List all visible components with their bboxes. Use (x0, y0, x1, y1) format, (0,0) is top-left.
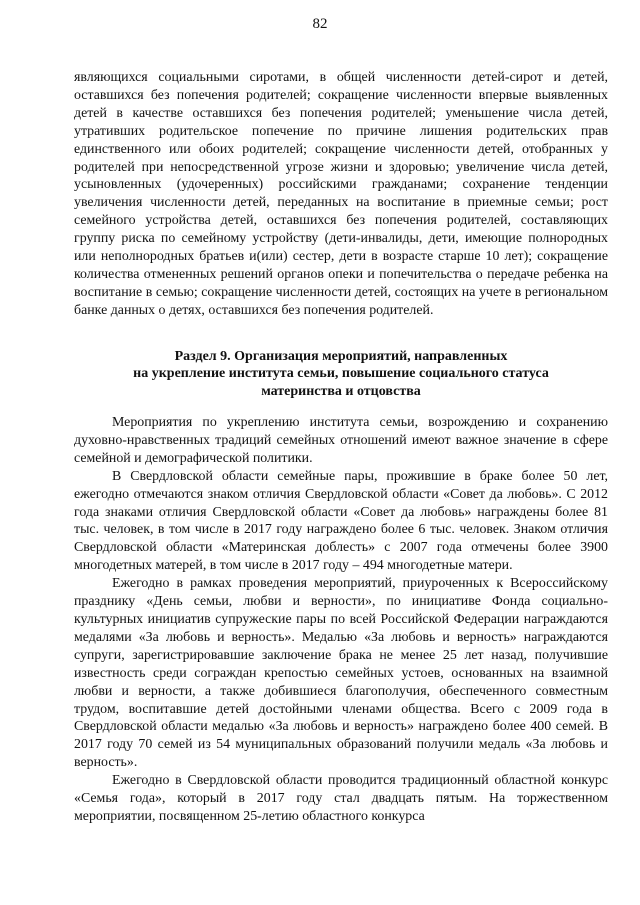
section-heading-line: материнства и отцовства (261, 383, 421, 399)
section-body (74, 414, 608, 826)
section-heading-line: Раздел 9. Организация мероприятий, направленных (174, 349, 508, 364)
intro-paragraph: являющихся социальными сиротами, в общей численности детей-сирот и детей, оставшихся без попечения родителей; сокращение численности впервые выявленных детей в качестве оставшихся без попечения родителей; уменьшение числа детей, утративших родительское попечение по причине лишения родительских прав единственного или обоих родителей; сокращение численности детей, отобранных у родителей при непосредственной угрозе жизни и здоровью; увеличение числа детей, усыновленных (удочеренных) российскими гражданами; сохранение тенденции увеличения численности детей, переданных на воспитание в приемные семьи; рост семейного устройства детей, оставшихся без попечения родителей, составляющих группу риска по семейному устройству (дети-инвалиды, дети, имеющие полнородных или неполнородных братьев и(или) сестер, дети в возрасте старше 10 лет); сокращение количества отмененных решений органов опеки и попечительства о передаче ребенка на воспитание в семью; сокращение численности детей, состоящих на учете в региональном банке данных о детях, оставшихся без попечения родителей. (74, 70, 608, 318)
page-number: 82 (312, 16, 328, 32)
body-paragraph: Ежегодно в рамках проведения мероприятий, приуроченных к Всероссийскому празднику «День семьи, любви и верности», по инициативе Фонда социально-культурных инициатив супружеские пары по всей Российской Федерации награждаются медалями «За любовь и верность». Медалью «За любовь и верность» награждаются супруги, зарегистрировавшие заключение брака не менее 25 лет назад, получившие известность среди сограждан крепостью семейных устоев, основанных на взаимной любви и верности, а также добившиеся благополучия, обеспеченного совместным трудом, воспитавшие детей достойными членами общества. Всего с 2009 года в Свердловской области медалью «За любовь и верность» награждено более 400 семей. В 2017 году 70 семей из 54 муниципальных образований получили медаль «За любовь и верность». (74, 576, 608, 771)
section-heading (74, 348, 608, 400)
body-paragraph: Мероприятия по укреплению института семьи, возрождению и сохранению духовно-нравственных традиций семейных отношений имеют важное значение в сфере семейной и демографической политики. (74, 415, 608, 466)
intro-block (74, 69, 608, 320)
section-heading-line: на укрепление института семьи, повышение социального статуса (133, 366, 549, 382)
body-paragraph: Ежегодно в Свердловской области проводится традиционный областной конкурс «Семья года», который в 2017 году стал двадцать пятым. На торжественном мероприятии, посвященном 25-летию областного конкурса (74, 773, 608, 824)
body-paragraph: В Свердловской области семейные пары, прожившие в браке более 50 лет, ежегодно отмечаются знаком отличия Свердловской области «Совет да любовь». С 2012 года знаками отличия Свердловской области «Совет да любовь» награждены более 81 тыс. человек, в том числе в 2017 году награждено более 6 тыс. человек. Знаком отличия Свердловской области «Материнская доблесть» с 2007 года отмечены более 3900 многодетных матерей, в том числе в 2017 году – 494 многодетные матери. (74, 468, 608, 574)
